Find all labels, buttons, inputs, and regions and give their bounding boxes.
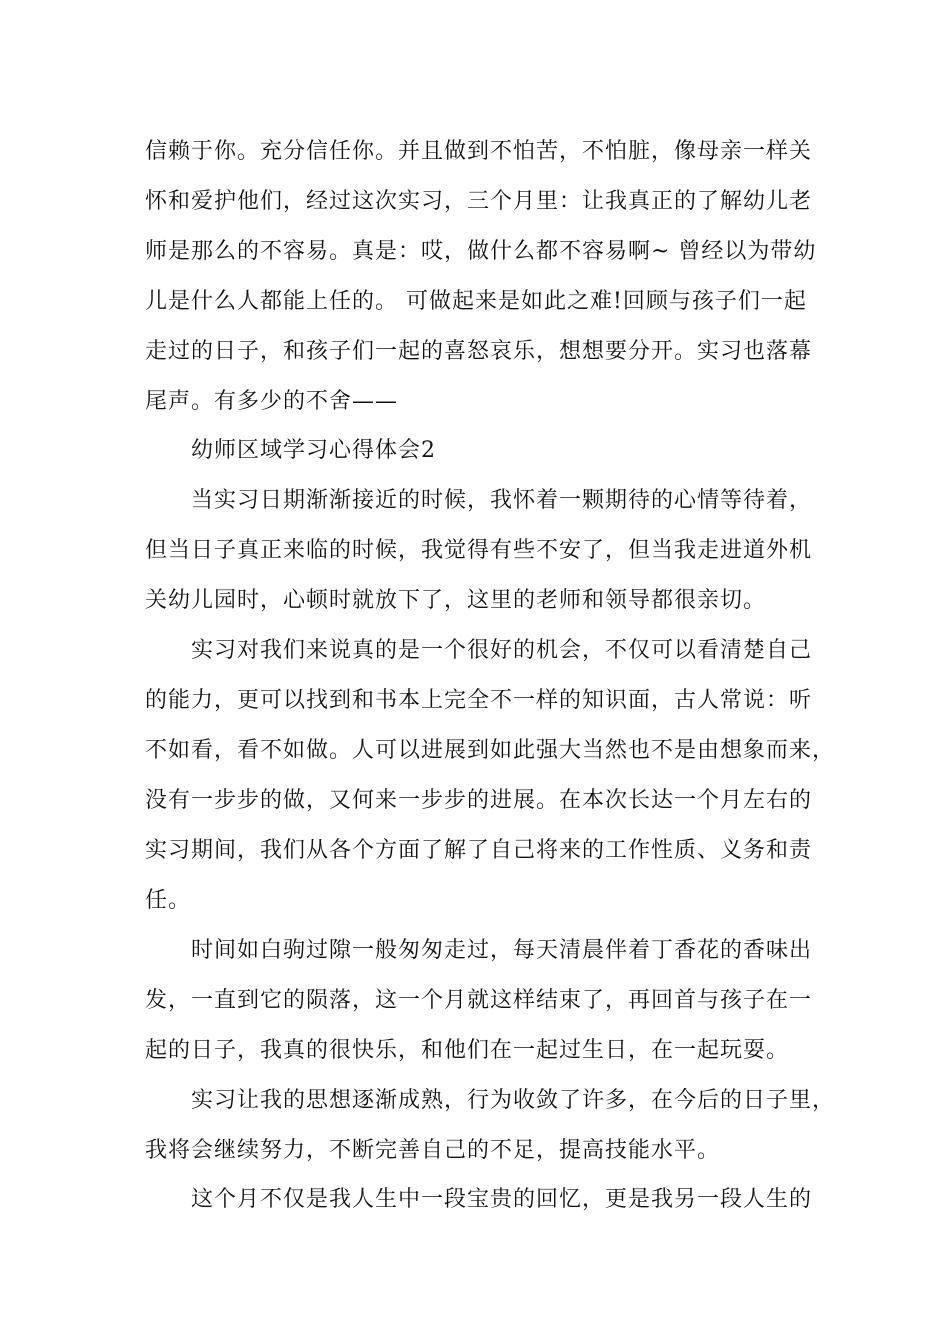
text-line: 走过的日子，和孩子们一起的喜怒哀乐，想想要分开。实习也落幕 bbox=[145, 339, 813, 364]
text-line: 怀和爱护他们，经过这次实习，三个月里：让我真正的了解幼儿老 bbox=[145, 189, 813, 214]
text-line: 但当日子真正来临的时候，我觉得有些不安了，但当我走进道外机 bbox=[145, 538, 813, 563]
text-line: 实习对我们来说真的是一个很好的机会，不仅可以看清楚自己 bbox=[191, 638, 813, 663]
text-line: 我将会继续努力，不断完善自己的不足，提高技能水平。 bbox=[145, 1138, 721, 1163]
text-line: 儿是什么人都能上任的。 可做起来是如此之难!回顾与孩子们一起 bbox=[145, 289, 807, 314]
text-line: 尾声。有多少的不舍—— bbox=[145, 389, 399, 414]
text-line: 关幼儿园时，心顿时就放下了，这里的老师和领导都很亲切。 bbox=[145, 588, 767, 613]
text-line: 时间如白驹过隙一般匆匆走过，每天清晨伴着丁香花的香味出 bbox=[191, 938, 813, 963]
text-line: 信赖于你。充分信任你。并且做到不怕苦，不怕脏，像母亲一样关 bbox=[145, 139, 813, 164]
text-line: 发，一直到它的陨落，这一个月就这样结束了，再回首与孩子在一 bbox=[145, 988, 813, 1013]
text-line: 起的日子，我真的很快乐，和他们在一起过生日，在一起玩耍。 bbox=[145, 1038, 790, 1063]
text-line: 的能力，更可以找到和书本上完全不一样的知识面，古人常说：听 bbox=[145, 688, 813, 713]
text-line: 不如看，看不如做。人可以进展到如此强大当然也不是由想象而来， bbox=[145, 738, 836, 763]
text-line: 师是那么的不容易。真是：哎，做什么都不容易啊~ 曾经以为带幼 bbox=[145, 239, 817, 264]
section-heading: 幼师区域学习心得体会2 bbox=[191, 438, 436, 463]
text-line: 这个月不仅是我人生中一段宝贵的回忆，更是我另一段人生的 bbox=[191, 1187, 813, 1212]
text-line: 实习让我的思想逐渐成熟，行为收敛了许多，在今后的日子里， bbox=[191, 1088, 836, 1113]
text-line: 任。 bbox=[145, 888, 192, 913]
text-line: 没有一步步的做，又何来一步步的进展。在本次长达一个月左右的 bbox=[145, 788, 813, 813]
text-line: 当实习日期渐渐接近的时候，我怀着一颗期待的心情等待着， bbox=[191, 488, 813, 513]
text-line: 实习期间，我们从各个方面了解了自己将来的工作性质、义务和责 bbox=[145, 838, 813, 863]
